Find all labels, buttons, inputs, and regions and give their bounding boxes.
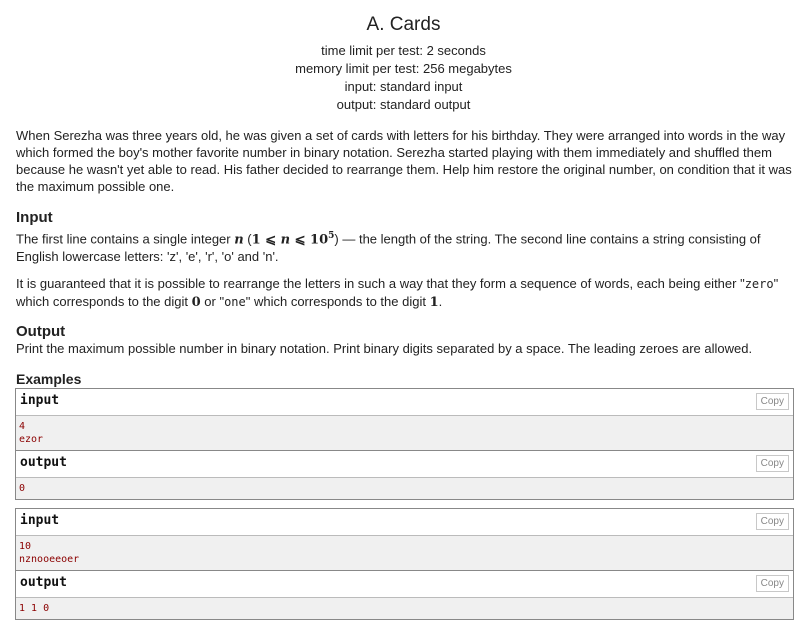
input-section-title: Input <box>16 209 53 226</box>
math-bound-low: 1 ⩽ <box>251 232 281 248</box>
example-input-content <box>16 536 793 571</box>
output-file: output: standard output <box>336 97 471 112</box>
examples-title: Examples <box>16 371 82 387</box>
example-input-label: input <box>20 513 60 528</box>
code-one: one <box>224 295 246 309</box>
memory-limit: memory limit per test: 256 megabytes <box>295 61 512 76</box>
math-bound-high: ⩽ 10 <box>290 232 329 248</box>
example-output-header <box>16 451 793 478</box>
copy-output-button[interactable]: Copy <box>756 575 789 592</box>
code-zero: zero <box>744 277 774 291</box>
example-output-content <box>16 478 793 499</box>
example-input-label: input <box>20 393 60 408</box>
math-digit-1: 1 <box>429 295 439 310</box>
example-input-line: 4 <box>19 421 26 432</box>
copy-output-button[interactable]: Copy <box>756 455 789 472</box>
copy-input-button[interactable]: Copy <box>756 393 789 410</box>
input-spec-paragraph-1 <box>16 228 795 265</box>
example-output-content <box>16 598 793 619</box>
example-input-line: 10 <box>19 541 32 552</box>
math-var-n: n <box>234 232 244 248</box>
input-file: input: standard input <box>344 79 463 94</box>
example-input-header <box>16 509 793 536</box>
example-block-1 <box>15 388 794 500</box>
text-fragment: It is guaranteed that it is possible to rearrange the letters in such a way that they form a sequence of words, each being either " <box>16 276 745 291</box>
text-fragment: ( <box>243 231 252 247</box>
example-input-content <box>16 416 793 451</box>
output-spec-paragraph: Print the maximum possible number in binary notation. Print binary digits separated by a space. The leading zeroes are allowed. <box>16 341 753 356</box>
output-section-title: Output <box>16 323 66 340</box>
text-fragment: ) — the length of the string. The second line contains a string consisting of English lowercase letters: 'z', 'e', 'r', 'o' and 'n'. <box>16 231 761 265</box>
time-limit: time limit per test: 2 seconds <box>321 43 486 58</box>
example-output-label: output <box>20 575 67 590</box>
text-fragment: . <box>438 294 443 309</box>
math-exponent: 5 <box>328 231 335 241</box>
input-spec-paragraph-2 <box>16 275 795 311</box>
example-output-header <box>16 571 793 598</box>
problem-legend: When Serezha was three years old, he was given a set of cards with letters for his birthday. They were arranged into words in the way which formed the boy's mother favorite number in binary notation. Serezha started playing with them immediately and shuffled them because he wasn't yet able to read. His father decided to rearrange them. Help him restore the original number, on condition that it was the maximum possible one. <box>16 128 792 194</box>
problem-title: A. Cards <box>366 14 441 35</box>
example-input-header <box>16 389 793 416</box>
text-fragment: " which corresponds to the digit <box>245 294 430 309</box>
example-output-line: 1 1 0 <box>19 603 50 614</box>
example-output-label: output <box>20 455 67 470</box>
text-fragment: The first line contains a single integer <box>16 231 235 247</box>
text-fragment: or " <box>200 294 225 309</box>
math-var-n: n <box>280 232 291 248</box>
example-input-line: ezor <box>19 434 44 445</box>
example-output-line: 0 <box>19 483 26 494</box>
problem-limits <box>0 42 807 114</box>
copy-input-button[interactable]: Copy <box>756 513 789 530</box>
text-fragment: " which corresponds to the digit <box>16 276 779 309</box>
example-block-2 <box>15 508 794 620</box>
math-digit-0: 0 <box>191 295 201 310</box>
example-input-line: nznooeeoer <box>19 554 80 565</box>
